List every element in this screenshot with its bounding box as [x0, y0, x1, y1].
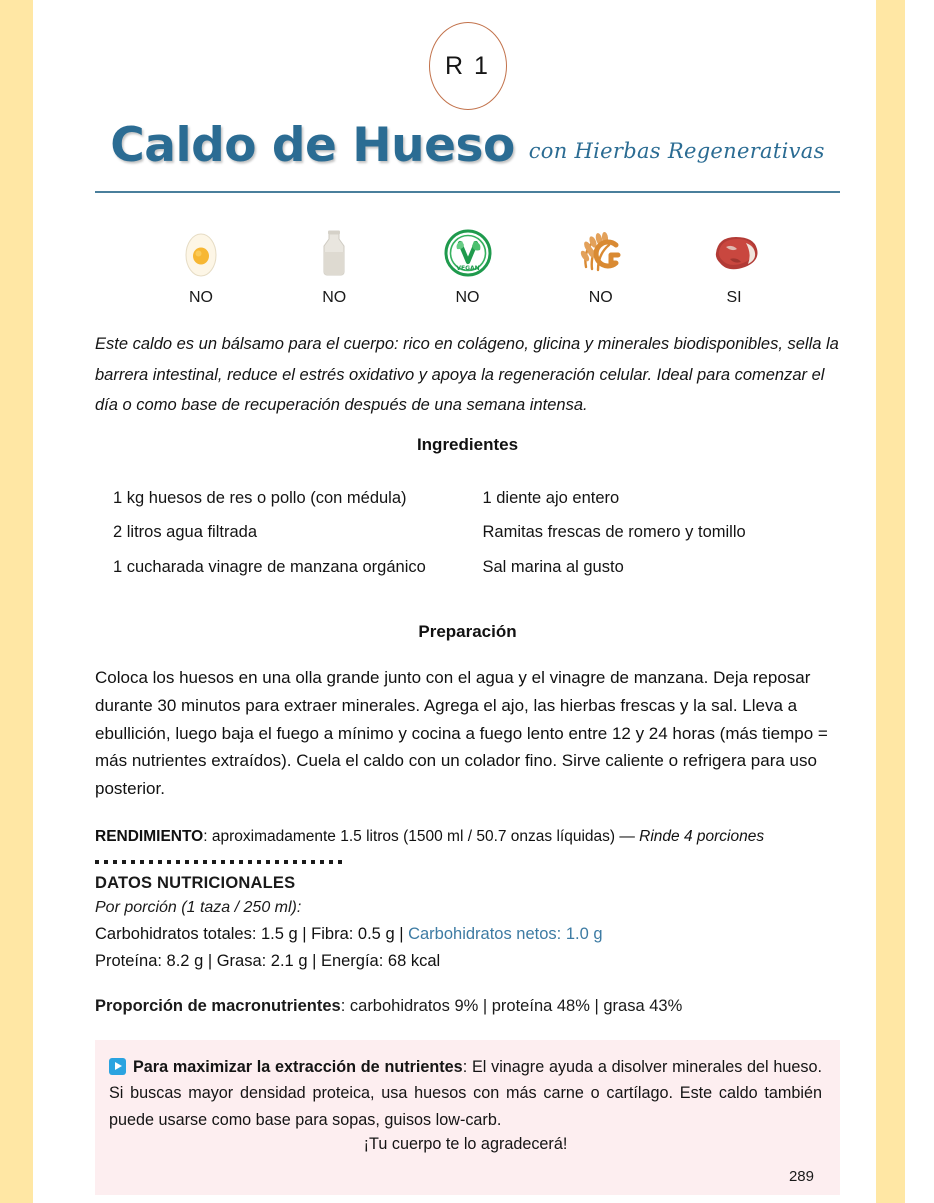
- list-item: Ramitas frescas de romero y tomillo: [482, 523, 746, 542]
- play-icon: [109, 1058, 126, 1075]
- diet-flag-meat-value: SI: [726, 289, 742, 306]
- tip-closing: ¡Tu cuerpo te lo agradecerá!: [363, 1134, 568, 1153]
- page-subtitle: con Hierbas Regenerativas: [528, 139, 825, 163]
- diet-flag-vegan: [420, 225, 516, 307]
- recipe-content: [95, 0, 840, 1195]
- nutrition-carbs-line: [95, 925, 840, 944]
- diet-flag-meat: [686, 225, 782, 307]
- yield-servings: Rinde 4 porciones: [639, 828, 765, 846]
- dotted-divider: [95, 860, 840, 864]
- title-block: [95, 118, 840, 173]
- diet-flag-egg-value: NO: [189, 289, 213, 306]
- diet-flag-milk: [286, 225, 382, 307]
- egg-icon: [153, 225, 249, 281]
- preparation-heading: Preparación: [418, 622, 517, 642]
- milk-icon: [286, 225, 382, 281]
- ingredients-column-right: [471, 481, 841, 585]
- gluten-icon: [553, 225, 649, 281]
- ingredients-heading: Ingredientes: [416, 434, 519, 454]
- macro-ratio-label: Proporción de macronutrientes: [95, 997, 341, 1016]
- list-item: 1 cucharada vinagre de manzana orgánico: [113, 557, 426, 576]
- ingredients-list: [95, 481, 840, 585]
- nutrition-serving-size: Por porción (1 taza / 250 ml):: [95, 899, 302, 917]
- preparation-body: Coloca los huesos en una olla grande junto con el agua y el vinagre de manzana. Deja reposar durante 30 minutos para extraer minerales. Agrega el ajo, las hierbas frescas y la sal. Lleva a ebullición, luego baja el fuego a mínimo y cocina a fuego lento entre 12 y 24 horas (más tiempo = más nutrientes extraídos). Cuela el caldo con un colador fino. Sirve caliente o refrigera para uso posterior.: [95, 668, 828, 798]
- tip-body: : El vinagre ayuda a disolver minerales del hueso. Si buscas mayor densidad proteica, usa huesos con más carne o cartílago. Este caldo también puede usarse como base para sopas, guisos low-carb.: [109, 1058, 823, 1129]
- page-edge-band-right: [876, 0, 905, 1203]
- recipe-page: [33, 0, 876, 1203]
- list-item: Sal marina al gusto: [482, 557, 624, 576]
- nutrition-carbs-plain: Carbohidratos totales: 1.5 g | Fibra: 0.5 g |: [95, 925, 409, 944]
- page-number: 289: [788, 1167, 814, 1185]
- list-item: 1 diente ajo entero: [482, 488, 620, 507]
- diet-flag-row: [95, 193, 840, 307]
- page-edge-gap-right: [905, 0, 934, 1203]
- recipe-description: Este caldo es un bálsamo para el cuerpo: rico en colágeno, glicina y minerales biodisponibles, sella la barrera intestinal, reduce el estrés oxidativo y apoya la regeneración celular. Ideal para comenzar el día o como base de recuperación después de una semana intensa.: [95, 335, 839, 415]
- svg-text:VEGAN: VEGAN: [455, 265, 480, 272]
- yield-label: RENDIMIENTO: [95, 828, 204, 846]
- list-item: 1 kg huesos de res o pollo (con médula): [113, 488, 407, 507]
- recipe-number-badge: R 1: [429, 22, 507, 110]
- yield-line: [95, 828, 840, 846]
- diet-flag-egg: [153, 225, 249, 307]
- meat-icon: [686, 225, 782, 281]
- diet-flag-gluten: [553, 225, 649, 307]
- nutrition-protein-line: Proteína: 8.2 g | Grasa: 2.1 g | Energía: 68 kcal: [95, 952, 441, 971]
- diet-flag-vegan-value: NO: [455, 289, 480, 306]
- diet-flag-gluten-value: NO: [588, 289, 613, 306]
- tip-text: [109, 1054, 822, 1133]
- page-edge-band-left: [0, 0, 33, 1203]
- macro-ratio-values: : carbohidratos 9% | proteína 48% | grasa 43%: [340, 997, 683, 1016]
- yield-text: : aproximadamente 1.5 litros (1500 ml / 50.7 onzas líquidas) —: [203, 828, 640, 846]
- vegan-icon: [420, 225, 516, 281]
- tip-callout: [95, 1040, 840, 1195]
- diet-flag-milk-value: NO: [322, 289, 347, 306]
- nutrition-net-carbs: Carbohidratos netos: 1.0 g: [408, 925, 603, 944]
- tip-title: Para maximizar la extracción de nutrientes: [133, 1058, 463, 1077]
- list-item: 2 litros agua filtrada: [113, 523, 257, 542]
- nutrition-heading: DATOS NUTRICIONALES: [95, 874, 296, 893]
- badge-row: [95, 0, 840, 110]
- page-title: Caldo de Hueso: [110, 118, 515, 173]
- macro-ratio-line: [95, 997, 840, 1016]
- ingredients-column-left: [113, 481, 471, 585]
